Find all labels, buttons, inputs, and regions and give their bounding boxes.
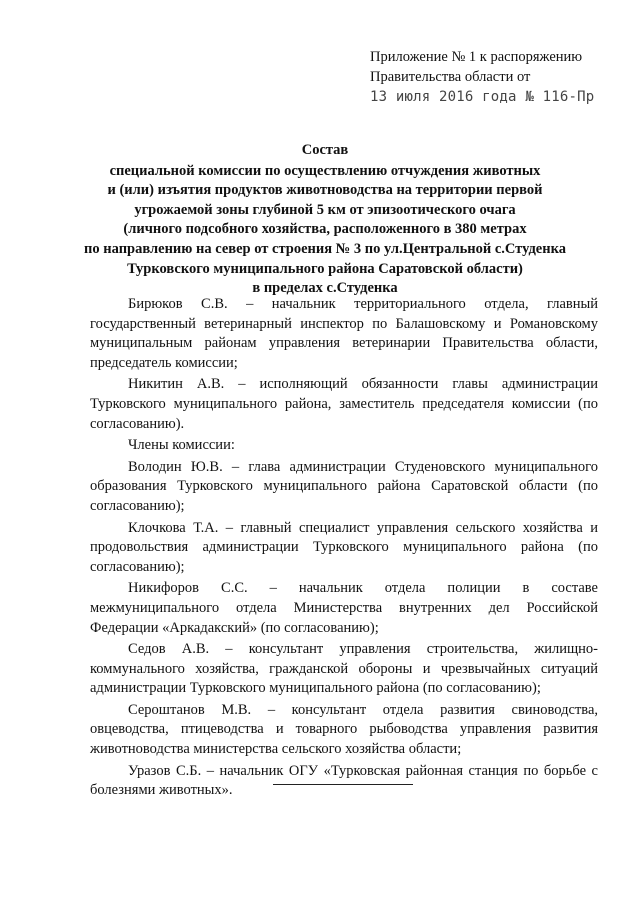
heading-line-3: угрожаемой зоны глубиной 5 км от эпизоотического очага xyxy=(134,201,516,218)
member-name: Седов А.В. xyxy=(128,641,210,658)
member-role: – главный специалист управления сельского хозяйства и продовольствия администрации Турковского муниципального района (по согласованию); xyxy=(90,519,598,575)
member-name: Бирюков С.В. xyxy=(128,296,228,312)
member-name: Клочкова Т.А. xyxy=(128,519,219,536)
member-role: – исполняющий обязанности главы администрации Турковского муниципального района, заместитель председателя комиссии (по согласованию). xyxy=(90,376,598,432)
member-paragraph xyxy=(90,579,598,638)
member-paragraph xyxy=(90,375,598,434)
member-name: Никитин А.В. xyxy=(128,376,225,393)
document-body xyxy=(90,295,598,803)
appendix-block xyxy=(370,47,630,107)
member-role: – начальник ОГУ «Турковская районная станция по борьбе с болезнями животных». xyxy=(90,762,598,799)
member-role: – начальник территориального отдела, главный государственный ветеринарный инспектор по Балашовскому и Романовскому муниципальным районам управления ветеринарии Правительства области, председатель комиссии; xyxy=(90,296,599,371)
appendix-line-2: Правительства области от xyxy=(370,69,531,85)
members-label: Члены комиссии: xyxy=(128,437,235,454)
heading-line-2: и (или) изъятия продуктов животноводства на территории первой xyxy=(107,182,543,199)
member-paragraph xyxy=(90,458,598,517)
member-role: – консультант отдела развития свиноводства, овцеводства, птицеводства и товарного рыбоводства управления развития животноводства министерства сельского хозяйства области; xyxy=(90,701,599,758)
closing-rule xyxy=(273,784,413,785)
member-paragraph xyxy=(90,640,598,699)
heading-line-5: по направлению на север от строения № 3 по ул.Центральной с.Студенка xyxy=(84,240,566,257)
document-heading xyxy=(80,141,570,299)
heading-line-7: в пределах с.Студенка xyxy=(252,280,398,297)
member-name: Уразов С.Б. xyxy=(128,762,202,779)
member-role: – начальник отдела полиции в составе межмуниципального отдела Министерства внутренних дел Российской Федерации «Аркадакский» (по согласованию); xyxy=(90,580,598,636)
heading-line-1: специальной комиссии по осуществлению отчуждения животных xyxy=(109,162,541,179)
member-role: – консультант управления строительства, жилищно-коммунального хозяйства, гражданской обороны и чрезвычайных ситуаций администрации Турковского муниципального района (по согласованию); xyxy=(90,641,599,697)
member-paragraph xyxy=(90,295,598,373)
heading-line-4: (личного подсобного хозяйства, расположенного в 380 метрах xyxy=(123,221,527,238)
member-paragraph xyxy=(90,701,598,760)
heading-line-6: Турковского муниципального района Саратовской области) xyxy=(127,260,523,277)
member-name: Сероштанов М.В. xyxy=(128,701,252,718)
appendix-date-number: 13 июля 2016 года № 116-Пр xyxy=(370,89,595,105)
member-role: – глава администрации Студеновского муниципального образования Турковского муниципального района Саратовской области (по согласованию); xyxy=(90,458,598,514)
member-paragraph xyxy=(90,762,598,801)
member-name: Володин Ю.В. xyxy=(128,458,223,475)
member-name: Никифоров С.С. xyxy=(128,580,248,597)
appendix-line-1: Приложение № 1 к распоряжению xyxy=(370,49,583,65)
heading-title: Состав xyxy=(301,142,349,158)
member-paragraph xyxy=(90,519,598,578)
